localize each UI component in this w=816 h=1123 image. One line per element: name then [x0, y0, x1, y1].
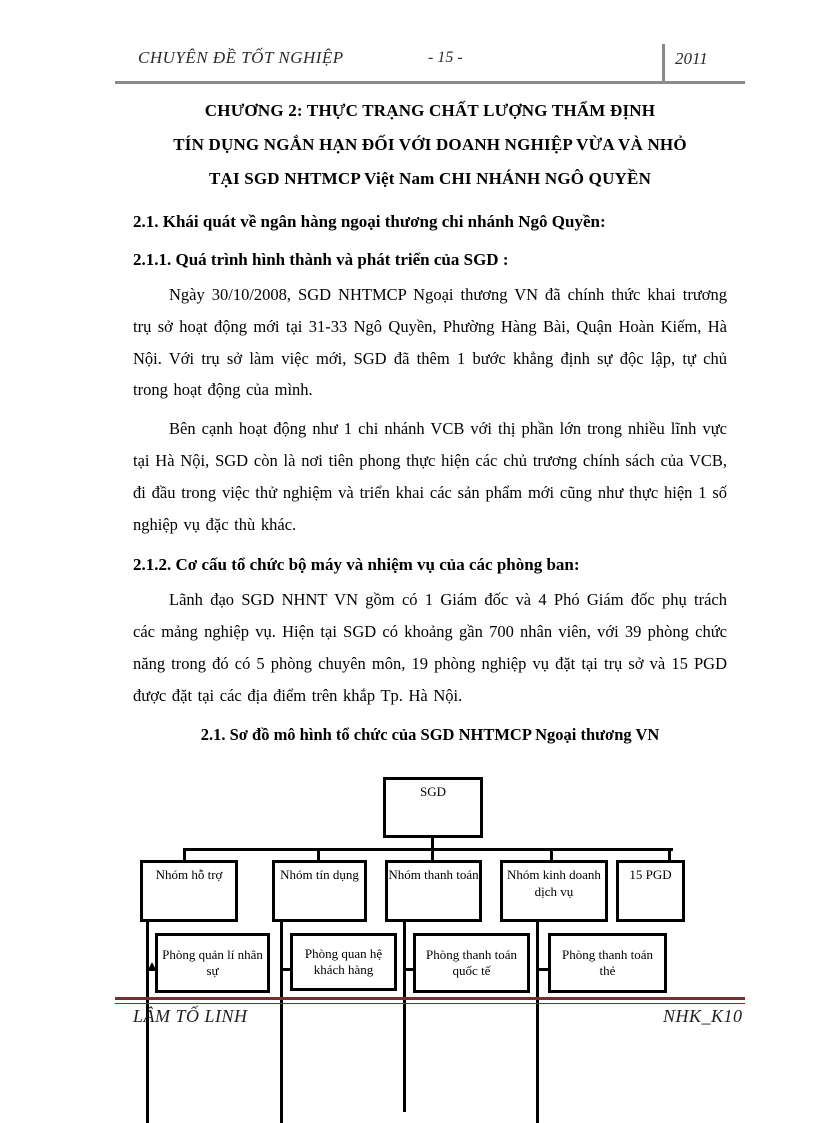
header-rule	[115, 81, 745, 84]
section-heading-2-1-2: 2.1.2. Cơ cấu tổ chức bộ máy và nhiệm vụ của các phòng ban:	[133, 555, 580, 575]
paragraph-3: Lãnh đạo SGD NHNT VN gồm có 1 Giám đốc và 4 Phó Giám đốc phụ trách các mảng nghiệp vụ. Hiện tại SGD có khoảng gần 700 nhân viên, với 39 phòng chức năng trong đó có 5 phòng chuyên môn, 19 phòng nghiệp vụ đặt tại trụ sở và 15 PGD được đặt tại các địa điểm trên khắp Tp. Hà Nội.	[133, 590, 727, 705]
paragraph-1: Ngày 30/10/2008, SGD NHTMCP Ngoại thương VN đã chính thức khai trương trụ sở hoạt động mới tại 31-33 Ngô Quyền, Phường Hàng Bài, Quận Hoàn Kiếm, Hà Nội. Với trụ sở làm việc mới, SGD đã thêm 1 bước khẳng định sự độc lập, tự chủ trong hoạt động của mình.	[133, 285, 727, 400]
chapter-title-line2: TÍN DỤNG NGẮN HẠN ĐỐI VỚI DOANH NGHIỆP VỪA VÀ NHỎ	[173, 135, 687, 154]
org-connector-bus	[183, 848, 673, 851]
chapter-title-line1: CHƯƠNG 2: THỰC TRẠNG CHẤT LƯỢNG THẨM ĐỊNH	[204, 101, 656, 120]
org-box-phong-thanh-toan-the: Phòng thanh toán thẻ	[548, 933, 667, 993]
footer-rule-thin	[115, 1003, 745, 1004]
org-box-phong-quan-li-nhan-su: Phòng quản lí nhân sự	[155, 933, 270, 993]
section-heading-2-1-1: 2.1.1. Quá trình hình thành và phát triển của SGD :	[133, 250, 509, 269]
chapter-title	[133, 94, 727, 196]
org-box-sgd: SGD	[383, 777, 483, 838]
org-box-nhom-thanh-toan: Nhóm thanh toán	[385, 860, 482, 922]
org-box-nhom-tin-dung: Nhóm tín dụng	[272, 860, 367, 922]
org-box-phong-quan-he-khach-hang: Phòng quan hệ khách hàng	[290, 933, 397, 991]
org-vertical-line-2	[280, 922, 283, 1123]
footer-author: LÂM TỐ LINH	[133, 1006, 248, 1026]
footer-code: NHK_K10	[663, 1006, 743, 1026]
org-box-nhom-ho-tro: Nhóm hỗ trợ	[140, 860, 238, 922]
org-vertical-line-3	[403, 922, 406, 1112]
header-title: CHUYÊN ĐỀ TỐT NGHIỆP	[138, 48, 344, 67]
paragraph-2: Bên cạnh hoạt động như 1 chi nhánh VCB với thị phần lớn trong nhiều lĩnh vực tại Hà Nội, SGD còn là nơi tiên phong thực hiện các chủ trương chính sách của VCB, đi đầu trong việc thử nghiệm và triển khai các sản phẩm mới cũng như thực hiện 1 số nghiệp vụ đặc thù khác.	[133, 419, 727, 534]
header-year: 2011	[675, 49, 708, 68]
org-connector-drop-1	[183, 851, 186, 860]
org-connector-drop-3	[431, 851, 434, 860]
org-connector-drop-2	[317, 851, 320, 860]
org-connector-drop-5	[668, 851, 671, 860]
section-heading-2-1: 2.1. Khái quát về ngân hàng ngoại thương chi nhánh Ngô Quyền:	[133, 212, 606, 231]
org-connector-root-stub	[431, 838, 434, 848]
footer-rule-thick	[115, 997, 745, 1000]
org-box-15-pgd: 15 PGD	[616, 860, 685, 922]
page-content	[133, 94, 727, 747]
org-connector-drop-4	[550, 851, 553, 860]
figure-caption: 2.1. Sơ đồ mô hình tổ chức của SGD NHTMCP Ngoại thương VN	[200, 724, 660, 744]
chapter-title-line3: TẠI SGD NHTMCP Việt Nam CHI NHÁNH NGÔ QUYỀN	[208, 169, 652, 188]
org-box-phong-thanh-toan-quoc-te: Phòng thanh toán quốc tế	[413, 933, 530, 993]
org-vertical-line-4	[536, 922, 539, 1123]
header-page-number: - 15 -	[428, 49, 463, 66]
header-divider-bar	[662, 44, 665, 83]
org-box-nhom-kinh-doanh-dich-vu: Nhóm kinh doanh dịch vụ	[500, 860, 608, 922]
